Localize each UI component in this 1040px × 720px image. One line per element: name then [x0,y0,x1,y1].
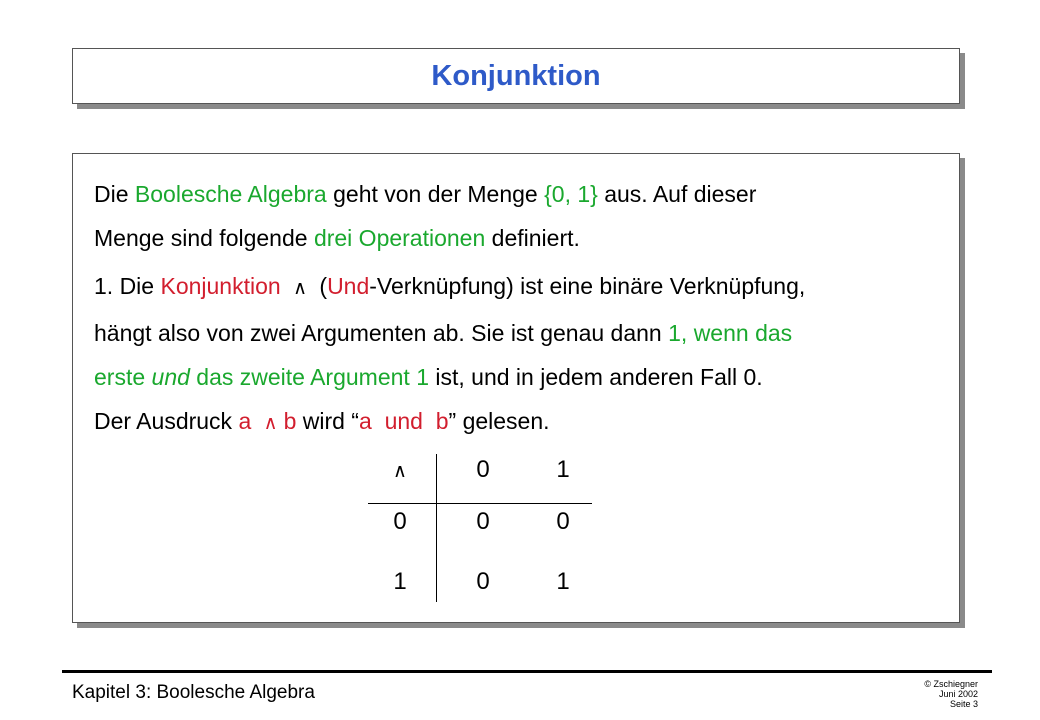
text: Der Ausdruck [94,408,239,434]
reading-b: b [435,408,449,434]
footer-copyright: © Zschiegner [924,679,978,689]
paragraph-conjunction [94,264,805,446]
highlight-condition: 1, wenn das [668,320,793,346]
footer-chapter: Kapitel 3: Boolesche Algebra [72,682,315,703]
text: 1. Die [94,273,161,299]
and-operator-icon: ∧ [263,413,278,434]
text: wird “ [302,408,359,434]
text: definiert. [485,225,580,251]
paragraph-intro [94,172,756,260]
table-operator-icon: ∧ [393,461,407,482]
table-header-cell: 1 [556,456,570,483]
and-operator-icon: ∧ [293,278,307,299]
term-konjunktion: Konjunktion [160,273,281,299]
highlight-condition: das zweite Argument 1 [189,364,429,390]
slide-title: Konjunktion [431,60,601,92]
set-notation: {0, 1} [544,181,598,207]
table-horizontal-line [368,503,592,504]
table-vertical-line [436,454,437,602]
title-box [72,48,960,104]
table-cell: 0 [476,508,490,535]
expression-b: b [283,408,297,434]
footer-date: Juni 2002 [938,689,978,699]
text: geht von der Menge [326,181,545,207]
footer-page: Seite 3 [949,699,978,709]
text: aus. Auf dieser [604,181,757,207]
table-cell: 1 [556,568,570,595]
term-three-operations: drei Operationen [313,225,486,251]
highlight-condition: erste [94,364,152,390]
footer-divider [62,670,992,673]
term-und: Und [327,273,370,299]
text: Menge sind folgende [94,225,314,251]
expression-a: a [238,408,252,434]
table-row-label: 0 [393,508,407,535]
text: ” gelesen. [448,408,550,434]
text: Die [94,181,135,207]
reading-und: und [384,408,423,434]
text: -Verknüpfung) ist eine binäre Verknüpfung, [369,273,806,299]
footer-meta [924,679,978,709]
text: hängt also von zwei Argumenten ab. Sie ist genau dann [94,320,669,346]
reading-a: a [358,408,372,434]
table-cell: 0 [476,568,490,595]
term-boolean-algebra: Boolesche Algebra [134,181,327,207]
highlight-und-italic: und [151,364,190,390]
table-header-cell: 0 [476,456,490,483]
truth-table [368,448,618,608]
content-box [72,153,960,623]
table-row-label: 1 [393,568,407,595]
text: ( [319,273,328,299]
text: ist, und in jedem anderen Fall 0. [428,364,763,390]
table-cell: 0 [556,508,570,535]
